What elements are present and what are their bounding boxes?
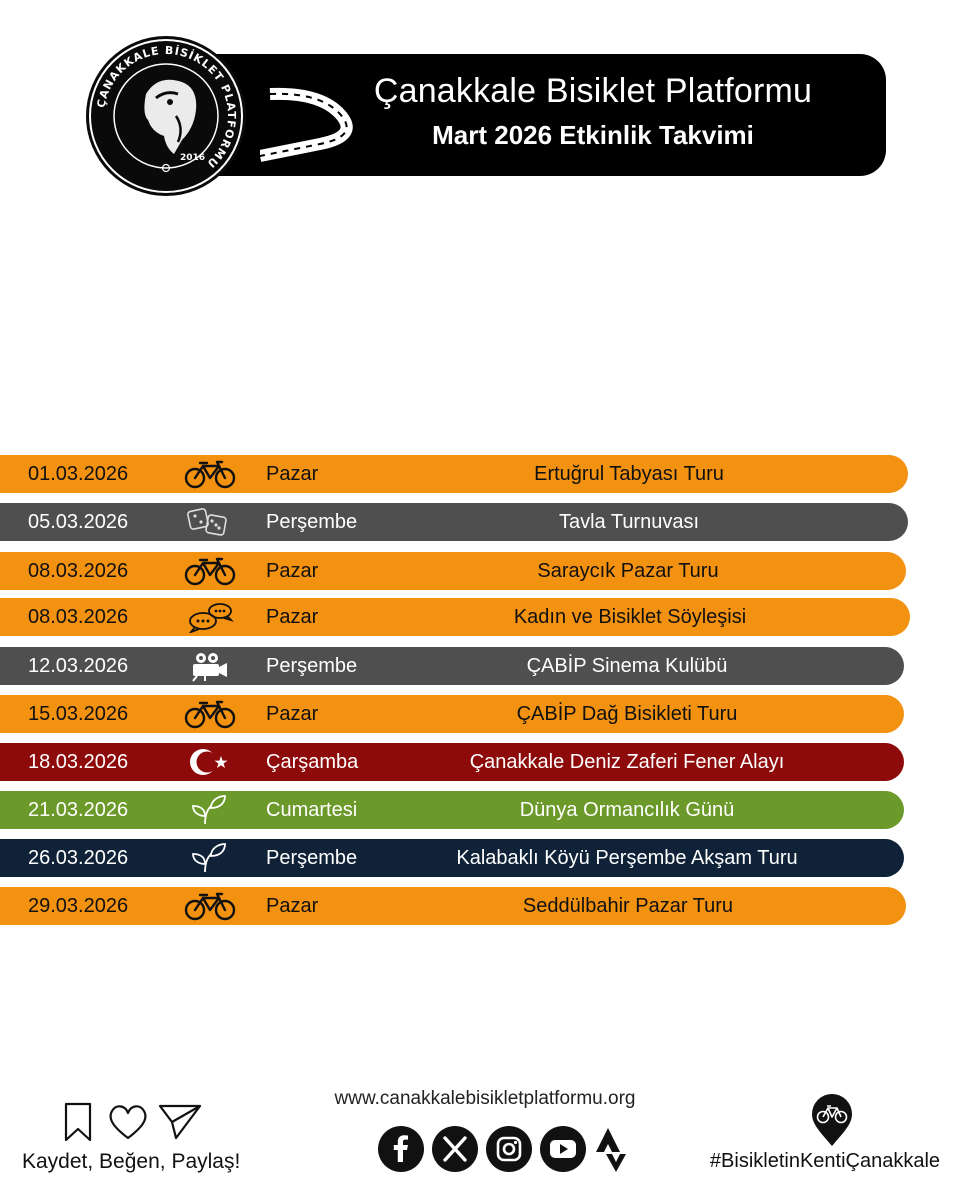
event-date: 26.03.2026 bbox=[28, 847, 129, 869]
event-date: 05.03.2026 bbox=[28, 511, 129, 533]
event-day: Pazar bbox=[266, 463, 319, 485]
leaf-sprout-icon bbox=[183, 842, 237, 874]
header-banner bbox=[180, 54, 886, 176]
event-title: Saraycık Pazar Turu bbox=[537, 560, 719, 582]
page-subtitle: Mart 2026 Etkinlik Takvimi bbox=[432, 120, 754, 150]
event-date: 08.03.2026 bbox=[28, 606, 129, 628]
event-row bbox=[0, 552, 906, 590]
facebook-icon[interactable] bbox=[378, 1126, 424, 1172]
platform-logo bbox=[86, 36, 246, 196]
event-day: Pazar bbox=[266, 606, 319, 628]
logo-year: 2016 bbox=[180, 153, 206, 163]
event-row bbox=[0, 695, 904, 733]
event-day: Perşembe bbox=[266, 655, 358, 677]
event-title: Ertuğrul Tabyası Turu bbox=[534, 463, 724, 485]
heart-icon bbox=[111, 1106, 146, 1138]
crescent-star-icon bbox=[183, 746, 237, 778]
engage-caption: Kaydet, Beğen, Paylaş! bbox=[22, 1150, 241, 1173]
event-date: 12.03.2026 bbox=[28, 655, 129, 677]
event-day: Pazar bbox=[266, 703, 319, 725]
strava-icon[interactable] bbox=[592, 1126, 628, 1177]
logo-emblem bbox=[86, 36, 246, 196]
website-link[interactable]: www.canakkalebisikletplatformu.org bbox=[334, 1088, 636, 1109]
event-title: Çanakkale Deniz Zaferi Fener Alayı bbox=[469, 751, 785, 773]
event-day: Perşembe bbox=[266, 511, 358, 533]
event-title: Kadın ve Bisiklet Söyleşisi bbox=[513, 606, 747, 628]
event-title: Seddülbahir Pazar Turu bbox=[522, 895, 734, 917]
bicycle-icon bbox=[183, 458, 237, 490]
event-title: ÇABİP Dağ Bisikleti Turu bbox=[516, 703, 738, 725]
youtube-icon[interactable] bbox=[540, 1126, 586, 1172]
event-date: 18.03.2026 bbox=[28, 751, 129, 773]
event-day: Cumartesi bbox=[266, 799, 358, 821]
x-icon[interactable] bbox=[432, 1126, 478, 1172]
event-date: 21.03.2026 bbox=[28, 799, 129, 821]
bookmark-icon bbox=[66, 1104, 90, 1140]
hashtag: #BisikletinKentiÇanakkale bbox=[709, 1150, 941, 1172]
event-row bbox=[0, 839, 904, 877]
logo-ring-text: ÇANAKKALE BİSİKLET PLATFORMU bbox=[94, 43, 239, 171]
event-row bbox=[0, 647, 904, 685]
page-title: Çanakkale Bisiklet Platformu bbox=[373, 72, 813, 110]
event-date: 08.03.2026 bbox=[28, 560, 129, 582]
event-row bbox=[0, 887, 906, 925]
event-day: Perşembe bbox=[266, 847, 358, 869]
event-title: ÇABİP Sinema Kulübü bbox=[526, 655, 728, 677]
bicycle-icon bbox=[183, 698, 237, 730]
event-date: 15.03.2026 bbox=[28, 703, 129, 725]
event-row bbox=[0, 791, 904, 829]
event-day: Pazar bbox=[266, 560, 319, 582]
share-send-icon bbox=[160, 1106, 200, 1138]
event-row bbox=[0, 503, 908, 541]
event-date: 29.03.2026 bbox=[28, 895, 129, 917]
event-row bbox=[0, 598, 910, 636]
instagram-icon[interactable] bbox=[486, 1126, 532, 1172]
bicycle-icon bbox=[183, 890, 237, 922]
event-day: Çarşamba bbox=[266, 751, 359, 773]
engage-icons bbox=[62, 1102, 212, 1142]
chat-bubbles-icon bbox=[183, 601, 237, 633]
location-pin bbox=[810, 1094, 854, 1153]
film-camera-icon bbox=[183, 650, 237, 682]
event-row bbox=[0, 743, 904, 781]
event-row bbox=[0, 455, 908, 493]
leaf-sprout-icon bbox=[183, 794, 237, 826]
bicycle-icon bbox=[183, 555, 237, 587]
event-title: Dünya Ormancılık Günü bbox=[519, 799, 735, 821]
event-day: Pazar bbox=[266, 895, 319, 917]
event-title: Tavla Turnuvası bbox=[558, 511, 700, 533]
dice-icon bbox=[183, 506, 237, 538]
event-title: Kalabaklı Köyü Perşembe Akşam Turu bbox=[456, 847, 798, 869]
map-pin-bicycle-icon bbox=[810, 1094, 854, 1148]
event-date: 01.03.2026 bbox=[28, 463, 129, 485]
